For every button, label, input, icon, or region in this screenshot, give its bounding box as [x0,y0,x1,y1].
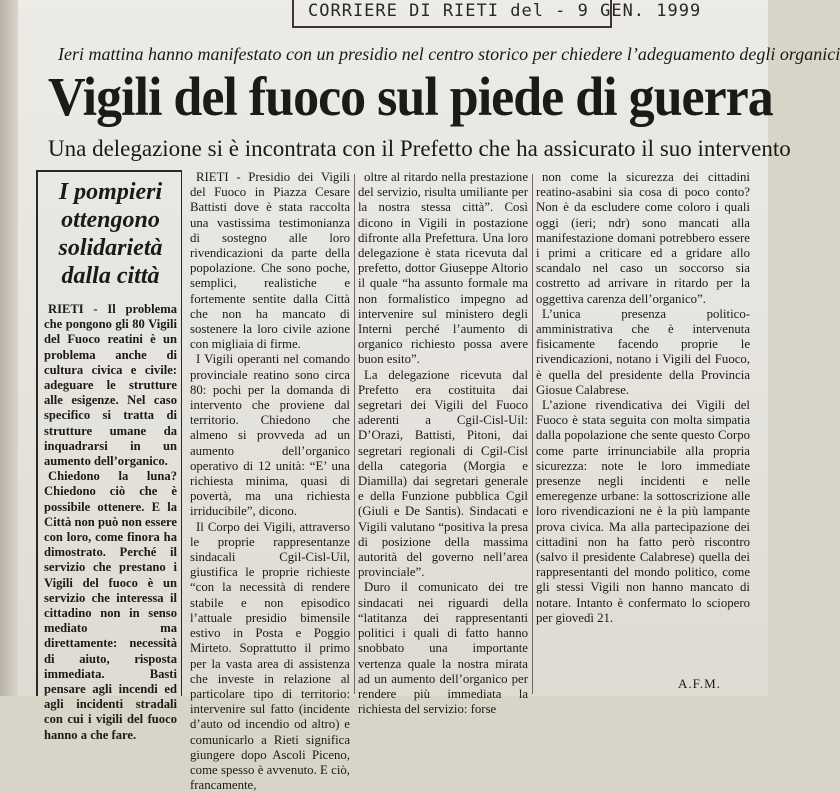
article-paragraph: La delegazione ricevuta dal Prefetto era costituita dai segretari dei Vigili del Fuoco aderenti a Cgil-Cisl-Uil: D’Orazi, Battisti, Pitoni, dai segretari regionali di Cgil-Cisl della categoria (Morgia e Diamilla) dai segretari generale e della Funzione pubblica Cgil (Giuli e De Santis). Sindacati e Vigili valutano “positiva la presa di posizione della massima autorità del governo nell’area provinciale”. [358,367,528,580]
sidebar-body [44,302,177,743]
sidebar-paragraph: RIETI - Il problema che pongono gli 80 Vigili del Fuoco reatini è un problema anche di cultura civica e civile: adeguare le strutture alle esigenze. Nel caso specifico si tratta di strutture umane da inquadrarsi in un aumento dell’organico. [44,302,177,469]
date-stamp: CORRIERE DI RIETI del - 9 GEN. 1999 [292,0,612,28]
article-column-3 [536,170,750,696]
article-column-2 [358,170,528,717]
column-divider [354,174,355,694]
column-divider [532,174,533,694]
subheadline: Una delegazione si è incontrata con il Prefetto che ha assicurato il suo intervento [48,136,791,161]
article-column-1 [190,170,350,793]
sidebar-paragraph: Chiedono la luna? Chiedono ciò che è possibile ottenere. E la Città non può non essere con loro, come finora ha dimostrato. Perché il servizio che prestano i Vigili del fuoco è un servizio che interessa il cittadino non in senso mediato ma direttamente: necessità di aiuto, risposta immediata. Basti pensare agli incendi ed agli incidenti stradali con cui i vigili del fuoco hanno a che fare. [44,469,177,742]
article-paragraph: L’unica presenza politico-amministrativa che è intervenuta fisicamente facendo proprie le rivendicazioni, notano i Vigili del Fuoco, è quella del presidente della Provincia Giosue Calabrese. [536,306,750,397]
headline: Vigili del fuoco sul piede di guerra [48,67,773,128]
article-paragraph: Duro il comunicato dei tre sindacati nei riguardi della “latitanza dei rappresentanti politici i quali di fatto hanno snobbato una importante vertenza quale la nostra mirata ad un aumento dell’organico per rendere più immediata la richiesta del servizio: forse [358,580,528,717]
sidebar-box [36,170,182,742]
article-paragraph: oltre al ritardo nella prestazione del servizio, risulta umiliante per la nostra stessa città”. Così dicono in Vigili in postazione difronte alla Prefettura. Una loro delegazione è stata ricevuta dal prefetto, dottor Giuseppe Altorio il quale “ha assunto formale ma non formalistico impegno ad intervenire sul ministero degli Interni perché l’aumento di organico richiesto possa avere buon esito”. [358,170,528,367]
page-edge [0,0,18,696]
article-paragraph: RIETI - Presidio dei Vigili del Fuoco in Piazza Cesare Battisti dove è stata raccolta una vastissima testimonianza di sostegno alle loro rivendicazioni da parte della popolazione. Che sono poche, semplici, realistiche e fortemente sentite dalla Città che non ha mancato di sostenere la loro civile azione con migliaia di firme. [190,170,350,352]
article-paragraph: I Vigili operanti nel comando provinciale reatino sono circa 80: pochi per la domanda di intervento che proviene dal territorio. Chiedono che almeno si provveda ad un aumento dell’organico operativo di 12 unità: “E’ una richiesta minima, quasi di povertà, ma una richiesta irriducibile”, dicono. [190,352,350,519]
article-paragraph: non come la sicurezza dei cittadini reatino-asabini sia cosa di poco conto? Non è da escludere come coloro i quali oggi (ieri; ndr) sono mancati alla manifestazione domani potrebbero essere i primi a criticare ed a gridare allo scandalo nel caso un soccorso sia costretto ad arrivare in ritardo per la oggettiva carenza dell’organico”. [536,170,750,306]
sidebar-title: I pompieri ottengono solidarietà dalla città [58,179,163,289]
article-paragraph: L’azione rivendicativa dei Vigili del Fuoco è stata seguita con molta simpatia dalla popolazione che sente questo Corpo come parte irrinunciabile alla propria sicurezza: note le loro immediate presenze negli incidenti e nelle emeregenze urbane: la sottoscrizione alle loro rivendicazioni ne è la più lampante prova civica. Ma alla partecipazione dei cittadini non ha fatto però riscontro (salvo il presidente Calabrese) quella dei rappresentanti del mondo politico, come gli stessi Vigili non hanno mancato di notare. Intanto è confermato lo sciopero per giovedì 21. [536,398,750,625]
overhead-line: Ieri mattina hanno manifestato con un presidio nel centro storico per chiedere l’adeguamento degli organici [58,44,840,64]
author-signature: A.F.M. [678,676,721,691]
article-paragraph: Il Corpo dei Vigili, attraverso le proprie rappresentanze sindacali Cgil-Cisl-Uil, giustifica le proprie richieste “con la necessità di rendere stabile e non episodico l’attuale presidio bimensile estivo in Posta e Poggio Mirteto. Soprattutto il primo per la vasta area di assistenza che investe in relazione al particolare tipo di territorio: intervenire sul fatto (incidente d’auto od incendio od altro) e comunicarlo a Rieti significa giungere dopo Ascoli Piceno, come spesso è avvenuto. E ciò, francamente, [190,519,350,793]
